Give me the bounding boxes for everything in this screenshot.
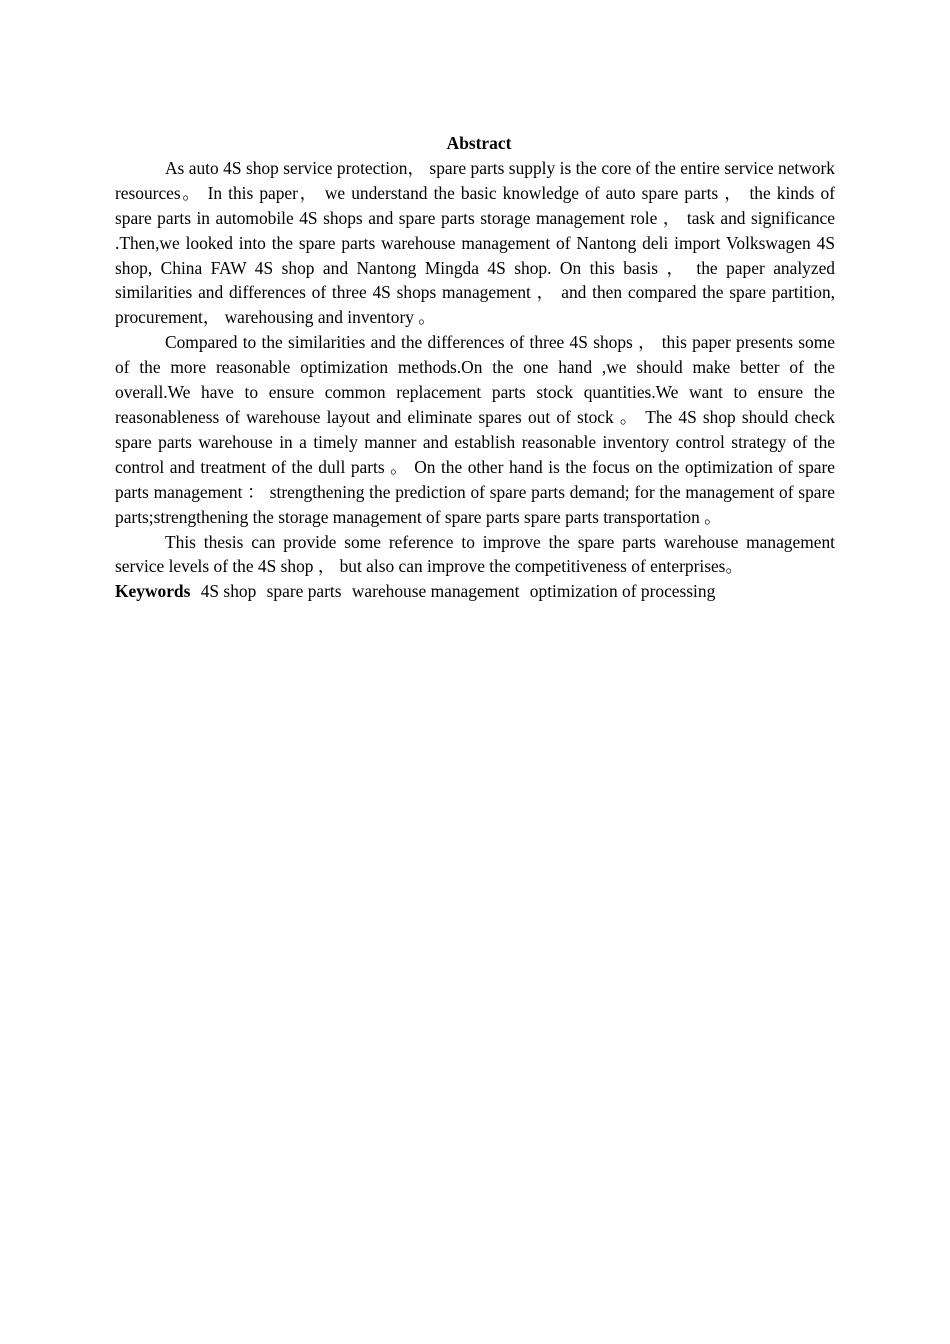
keywords-line (115, 579, 835, 604)
abstract-title: Abstract (446, 133, 512, 153)
keyword-item: spare parts (266, 581, 342, 602)
keyword-item: 4S shop (200, 581, 257, 602)
keyword-item: optimization of processing (529, 581, 716, 602)
abstract-paragraph-1: As auto 4S shop service protection， spare parts supply is the core of the entire service network resources。 In this paper， we understand the basic knowledge of auto spare parts ， the kinds of spare parts in automobile 4S shops and spare parts storage management role ， task and significance .Then,we looked into the spare parts warehouse management of Nantong deli import Volkswagen 4S shop, China FAW 4S shop and Nantong Mingda 4S shop. On this basis ， the paper analyzed similarities and differences of three 4S shops management ， and then compared the spare partition, procurement， warehousing and inventory 。 (115, 157, 835, 328)
keyword-item: warehouse management (351, 581, 520, 602)
abstract-paragraph-2: Compared to the similarities and the differences of three 4S shops ， this paper presents some of the more reasonable optimization methods.On the one hand ,we should make better of the overall.We have to ensure common replacement parts stock quantities.We want to ensure the reasonableness of warehouse layout and eliminate spares out of stock 。 The 4S shop should check spare parts warehouse in a timely manner and establish reasonable inventory control strategy of the control and treatment of the dull parts 。 On the other hand is the focus on the optimization of spare parts management ： strengthening the prediction of spare parts demand; for the management of spare parts;strengthening the storage management of spare parts spare parts transportation 。 (115, 332, 835, 527)
keywords-label: Keywords (115, 581, 191, 602)
abstract-paragraph-3: This thesis can provide some reference to improve the spare parts warehouse management service levels of the 4S shop ， but also can improve the competitiveness of enterprises。 (115, 531, 835, 577)
abstract-page (115, 131, 835, 604)
